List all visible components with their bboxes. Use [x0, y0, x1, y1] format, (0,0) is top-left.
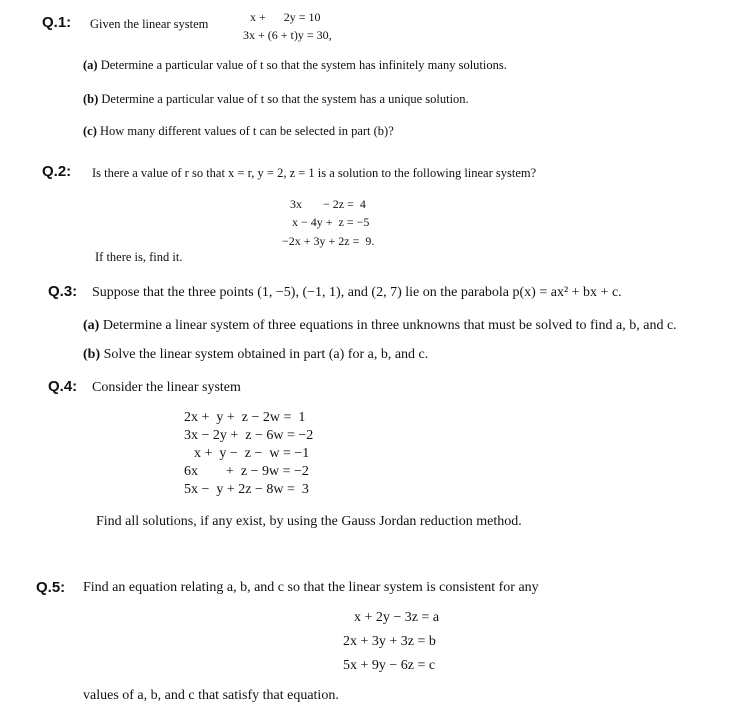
q5-outro: values of a, b, and c that satisfy that equation.: [83, 688, 339, 703]
q4-outro: Find all solutions, if any exist, by using the Gauss Jordan reduction method.: [96, 514, 522, 529]
q4-equation-3: x + y − z − w = −1: [194, 446, 310, 461]
q1-part-b-text: Determine a particular value of t so that the system has a unique solution.: [101, 92, 469, 106]
q5-equation-2: 2x + 3y + 3z = b: [343, 634, 436, 649]
q3-part-a-label: (a): [83, 318, 100, 333]
q2-equation-2: x − 4y + z = −5: [292, 215, 370, 229]
q1-part-a: [83, 58, 507, 73]
q3-part-b-text: Solve the linear system obtained in part (a) for a, b, and c.: [103, 347, 429, 362]
q3-part-b-label: (b): [83, 347, 101, 362]
q5-equation-3: 5x + 9y − 6z = c: [343, 658, 436, 673]
q2-label: Q.2:: [42, 163, 72, 180]
q1-part-b-label: (b): [83, 92, 99, 106]
q4-equation-5: 5x − y + 2z − 8w = 3: [184, 482, 309, 497]
q4-label: Q.4:: [48, 378, 78, 395]
q3-intro: Suppose that the three points (1, −5), (−1, 1), and (2, 7) lie on the parabola p(x) = ax² + bx + c.: [92, 285, 622, 300]
q3-part-b: [83, 347, 428, 363]
q1-intro: Given the linear system: [90, 17, 209, 31]
q2-intro: Is there a value of r so that x = r, y = 2, z = 1 is a solution to the following linear system?: [92, 166, 537, 180]
q5-label: Q.5:: [36, 579, 66, 596]
q4-equation-1: 2x + y + z − 2w = 1: [184, 410, 306, 425]
q1-part-b: [83, 92, 469, 107]
q2-equation-3: −2x + 3y + 2z = 9.: [282, 234, 375, 248]
q4-equation-4: 6x + z − 9w = −2: [184, 464, 309, 479]
q4-intro: Consider the linear system: [92, 380, 241, 395]
q1-part-c: [83, 124, 394, 139]
q3-part-a: [83, 318, 677, 334]
q1-equation-1: x + 2y = 10: [250, 10, 321, 24]
q5-equation-1: x + 2y − 3z = a: [354, 610, 440, 625]
q1-part-c-label: (c): [83, 124, 97, 138]
q4-equation-2: 3x − 2y + z − 6w = −2: [184, 428, 314, 443]
q5-intro: Find an equation relating a, b, and c so that the linear system is consistent for any: [83, 580, 539, 595]
q3-part-a-text: Determine a linear system of three equations in three unknowns that must be solved to find a, b, and c.: [102, 318, 677, 333]
q2-outro: If there is, find it.: [95, 250, 183, 264]
q1-part-c-text: How many different values of t can be selected in part (b)?: [100, 124, 394, 138]
q1-equation-2: 3x + (6 + t)y = 30,: [243, 28, 332, 42]
q2-equation-1: 3x − 2z = 4: [290, 197, 366, 211]
q1-part-a-label: (a): [83, 58, 98, 72]
q3-label: Q.3:: [48, 283, 78, 300]
q1-label: Q.1:: [42, 14, 72, 31]
q1-part-a-text: Determine a particular value of t so that the system has infinitely many solutions.: [100, 58, 507, 72]
